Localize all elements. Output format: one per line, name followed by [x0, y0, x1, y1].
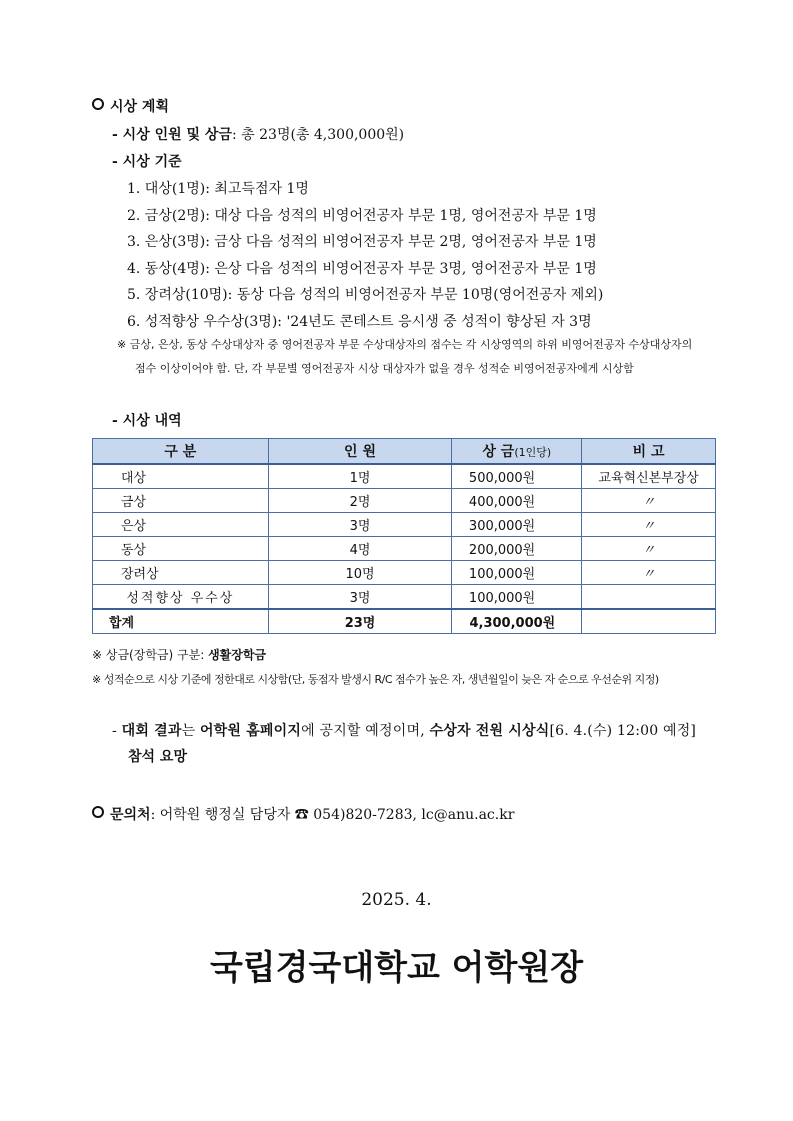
- row-prize: 400,000원: [452, 489, 582, 513]
- total-prize: 4,300,000원: [452, 609, 582, 634]
- row-remark: 〃: [582, 513, 716, 537]
- row-count: 10명: [268, 561, 452, 585]
- table-total-row: [93, 609, 716, 634]
- row-remark: 〃: [582, 537, 716, 561]
- criteria-note-line2: 점수 이상이어야 함. 단, 각 부문별 영어전공자 시상 대상자가 없을 경우 성적순 비영어전공자에게 시상함: [135, 362, 634, 375]
- table-row: [93, 537, 716, 561]
- header-remark: 비 고: [582, 439, 716, 465]
- row-prize: 500,000원: [452, 464, 582, 489]
- total-remark: [582, 609, 716, 634]
- ranking-note: ※ 성적순으로 시상 기준에 정한대로 시상함(단, 동점자 발생시 R/C 점수가 높은 자, 생년월일이 늦은 자 순으로 우선순위 지정): [92, 673, 659, 686]
- row-count: 1명: [268, 464, 452, 489]
- table-row: [93, 585, 716, 610]
- header-count: 인 원: [268, 439, 452, 465]
- result-line2: 참석 요망: [128, 749, 187, 765]
- circle-bullet-icon: [92, 806, 104, 818]
- header-prize-unit: (1인당): [514, 446, 552, 459]
- header-category: 구 분: [93, 439, 269, 465]
- table-row: [93, 489, 716, 513]
- header-prize: 상 금(1인당): [452, 439, 582, 465]
- row-prize: 100,000원: [452, 561, 582, 585]
- table-row: [93, 513, 716, 537]
- table-header-row: [93, 439, 716, 465]
- row-category: 성적향상 우수상: [93, 585, 269, 610]
- criteria-item-3: 3. 은상(3명): 금상 다음 성적의 비영어전공자 부문 2명, 영어전공자 부문 1명: [127, 234, 597, 250]
- criteria-item-4: 4. 동상(4명): 은상 다음 성적의 비영어전공자 부문 3명, 영어전공자 부문 1명: [127, 261, 597, 277]
- table-row: [93, 464, 716, 489]
- row-category: 장려상: [93, 561, 269, 585]
- criteria-item-1: 1. 대상(1명): 최고득점자 1명: [127, 181, 309, 197]
- prize-type-note: ※ 상금(장학금) 구분: 생활장학금: [92, 648, 267, 662]
- row-remark: 교육혁신본부장상: [582, 464, 716, 489]
- details-label: - 시상 내역: [112, 413, 182, 429]
- prize-label: - 시상 인원 및 상금: [112, 127, 232, 143]
- contact-line: 문의처: 어학원 행정실 담당자 ☎ 054)820-7283, lc@anu.ac.kr: [92, 804, 514, 824]
- criteria-note-line1: ※ 금상, 은상, 동상 수상대상자 중 영어전공자 부문 수상대상자의 점수는 각 시상영역의 하위 비영어전공자 수상대상자의: [117, 338, 693, 351]
- row-prize: 200,000원: [452, 537, 582, 561]
- row-category: 대상: [93, 464, 269, 489]
- row-remark: 〃: [582, 561, 716, 585]
- row-count: 3명: [268, 513, 452, 537]
- table-row: [93, 561, 716, 585]
- plan-title: 시상 계획: [92, 96, 169, 116]
- row-prize: 300,000원: [452, 513, 582, 537]
- award-table: [92, 438, 716, 634]
- criteria-item-2: 2. 금상(2명): 대상 다음 성적의 비영어전공자 부문 1명, 영어전공자 부문 1명: [127, 208, 597, 224]
- row-remark: 〃: [582, 489, 716, 513]
- row-count: 4명: [268, 537, 452, 561]
- row-count: 2명: [268, 489, 452, 513]
- criteria-item-6: 6. 성적향상 우수상(3명): '24년도 콘테스트 응시생 중 성적이 향상된 자 3명: [127, 314, 592, 330]
- circle-bullet-icon: [92, 98, 104, 110]
- row-category: 은상: [93, 513, 269, 537]
- criteria-item-5: 5. 장려상(10명): 동상 다음 성적의 비영어전공자 부문 10명(영어전공자 제외): [127, 287, 604, 303]
- prize-summary: [112, 124, 404, 144]
- result-line1: - 대회 결과는 어학원 홈페이지에 공지할 예정이며, 수상자 전원 시상식[6. 4.(수) 12:00 예정]: [112, 723, 697, 739]
- total-category: 합계: [93, 609, 269, 634]
- prize-value: : 총 23명(총 4,300,000원): [231, 127, 405, 143]
- criteria-label: - 시상 기준: [112, 154, 182, 170]
- total-count: 23명: [268, 609, 452, 634]
- row-category: 금상: [93, 489, 269, 513]
- row-remark: [582, 585, 716, 610]
- document-date: 2025. 4.: [361, 890, 432, 910]
- row-category: 동상: [93, 537, 269, 561]
- row-prize: 100,000원: [452, 585, 582, 610]
- row-count: 3명: [268, 585, 452, 610]
- issuer-signature: 국립경국대학교 어학원장: [209, 948, 584, 988]
